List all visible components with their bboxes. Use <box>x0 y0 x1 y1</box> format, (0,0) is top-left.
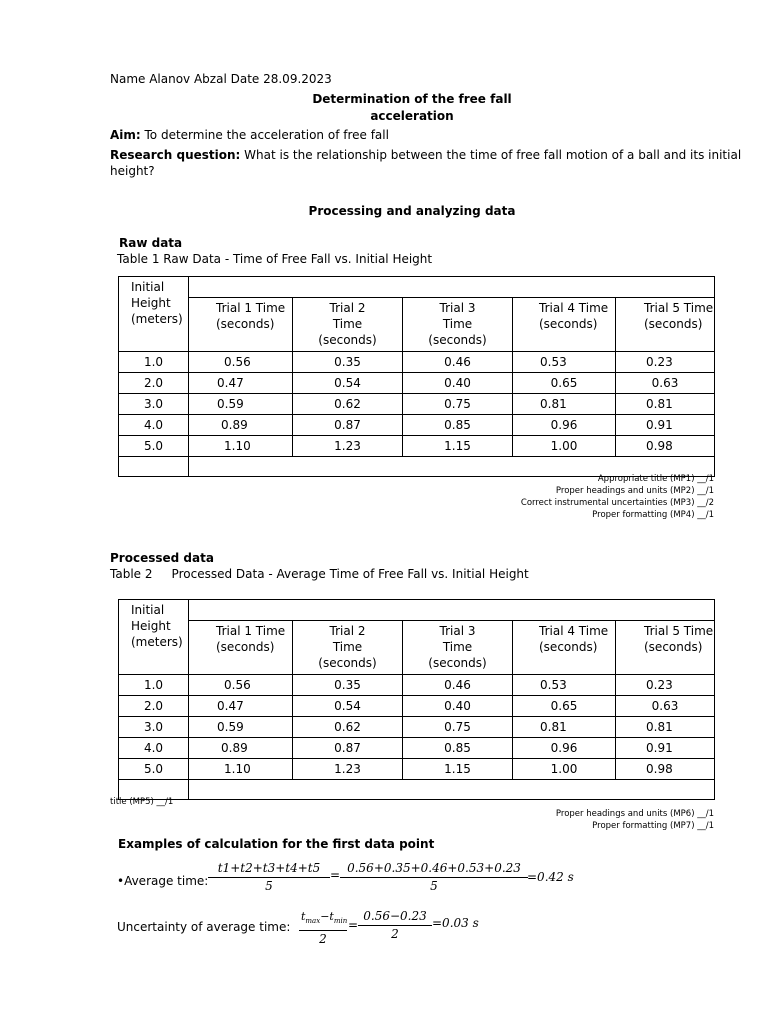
header-trial-1: Trial 1 Time (seconds) <box>189 621 293 675</box>
research-question-text: What is the relationship between the time of free fall motion of a ball and its initial <box>240 148 742 162</box>
header-spacer-cell <box>189 600 715 621</box>
table-row: 5.0 1.10 1.23 1.15 1.00 0.98 <box>119 759 715 780</box>
uncertainty-result: =0.03 s <box>432 916 479 930</box>
header-trial-2: Trial 2 Time (seconds) <box>293 298 403 352</box>
table-row: 4.0 0.89 0.87 0.85 0.96 0.91 <box>119 415 715 436</box>
table-row: 1.0 0.56 0.35 0.46 0.53 0.23 <box>119 675 715 696</box>
header-trial-4: Trial 4 Time (seconds) <box>513 298 616 352</box>
table-row: 1.0 0.56 0.35 0.46 0.53 0.23 <box>119 352 715 373</box>
average-result: =0.42 s <box>527 870 574 884</box>
examples-heading: Examples of calculation for the first data point <box>118 837 435 851</box>
research-question-line2: height? <box>110 164 155 178</box>
header-trial-4: Trial 4 Time (seconds) <box>513 621 616 675</box>
processed-data-table <box>118 599 715 800</box>
mark-mp3: Correct instrumental uncertainties (MP3) __/2 <box>520 498 714 508</box>
uncertainty-values-fraction: $\frac{0.56-0.23}{2}$ <box>358 908 432 943</box>
table-row-empty <box>119 780 715 800</box>
mark-mp7: Proper formatting (MP7) __/1 <box>592 821 714 831</box>
aim-text: To determine the acceleration of free fall <box>140 128 389 142</box>
header-trial-1: Trial 1 Time (seconds) <box>189 298 293 352</box>
header-trial-5: Trial 5 Time (seconds) <box>616 621 715 675</box>
mark-mp5: title (MP5) __/1 <box>110 797 174 807</box>
equals-sign: = <box>330 868 341 882</box>
header-trial-3: Trial 3 Time (seconds) <box>403 298 513 352</box>
document-title-line2: acceleration <box>370 109 454 123</box>
table2-caption: Table 2 Processed Data - Average Time of Free Fall vs. Initial Height <box>110 567 529 581</box>
section-title: Processing and analyzing data <box>308 204 516 218</box>
name-date-line: Name Alanov Abzal Date 28.09.2023 <box>110 72 332 86</box>
average-formula-fraction: $\frac{t1+t2+t3+t4+t5}{5}$ <box>208 860 330 895</box>
mark-mp1: Appropriate title (MP1) __/1 <box>597 474 714 484</box>
aim-label: Aim: <box>110 128 141 142</box>
mark-mp6: Proper headings and units (MP6) __/1 <box>555 809 714 819</box>
header-initial-height: Initial Height (meters) <box>119 277 189 352</box>
average-time-label: •Average time: <box>117 874 209 888</box>
header-trial-5: Trial 5 Time (seconds) <box>616 298 715 352</box>
table-row: 2.0 0.47 0.54 0.40 0.65 0.63 <box>119 373 715 394</box>
header-spacer-cell <box>189 277 715 298</box>
document-title-line1: Determination of the free fall <box>312 92 512 106</box>
average-values-fraction: $\frac{0.56+0.35+0.46+0.53+0.23}{5}$ <box>340 860 528 895</box>
uncertainty-formula-fraction: $t_{max}-t_{min}$ 2 <box>301 910 348 947</box>
processed-data-heading: Processed data <box>110 551 214 565</box>
header-initial-height: Initial Height (meters) <box>119 600 189 675</box>
header-trial-3: Trial 3 Time (seconds) <box>403 621 513 675</box>
mark-mp4: Proper formatting (MP4) __/1 <box>592 510 714 520</box>
header-trial-2: Trial 2 Time (seconds) <box>293 621 403 675</box>
table-row: 4.0 0.89 0.87 0.85 0.96 0.91 <box>119 738 715 759</box>
equals-sign: = <box>348 918 359 932</box>
research-question-line1 <box>110 148 741 162</box>
table1-caption: Table 1 Raw Data - Time of Free Fall vs. Initial Height <box>117 252 433 266</box>
aim-line <box>110 128 389 142</box>
raw-data-table <box>118 276 715 477</box>
table-row: 3.0 0.59 0.62 0.75 0.81 0.81 <box>119 717 715 738</box>
research-question-label: Research question: <box>110 148 241 162</box>
table-row: 3.0 0.59 0.62 0.75 0.81 0.81 <box>119 394 715 415</box>
raw-data-heading: Raw data <box>119 236 183 250</box>
table-row: 2.0 0.47 0.54 0.40 0.65 0.63 <box>119 696 715 717</box>
uncertainty-label: Uncertainty of average time: <box>117 920 291 934</box>
mark-mp2: Proper headings and units (MP2) __/1 <box>555 486 714 496</box>
table-row: 5.0 1.10 1.23 1.15 1.00 0.98 <box>119 436 715 457</box>
